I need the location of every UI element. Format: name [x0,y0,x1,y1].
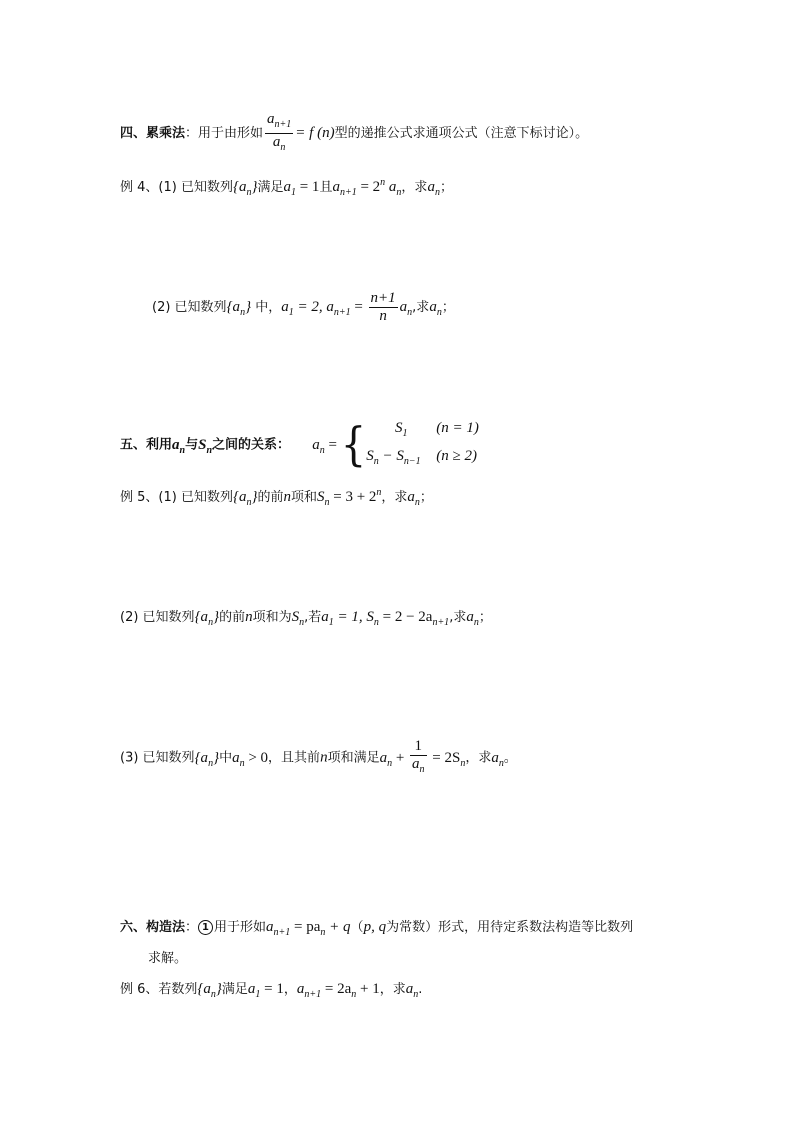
ex4-2-seq: $\{a_n\}$ [226,299,252,318]
ex6-ask: $a_n$ [405,981,419,1000]
ex5-3-seq: $\{a_n\}$ [194,749,220,769]
example4-part1 [120,173,453,203]
section6-line2 [148,949,187,969]
section5-an: $a_n$ [172,436,186,456]
section5-heading-c: 之间的关系： [212,437,291,453]
circled-number-icon: 1 [198,920,213,935]
ex6-t3: ，求 [379,982,406,997]
ex5-2-end: ； [478,610,492,625]
piecewise-lhs: $a_n$ = [312,436,341,456]
ex4-2-end: ； [441,300,455,315]
frac-num-sub: n+1 [274,119,292,130]
ex5-3-lhs: $a_n$ + [379,749,409,769]
ex5-3-t4: ，求 [465,750,492,766]
section5-heading-b: 与 [185,437,199,453]
ex6-seq: $\{a_n\}$ [197,981,222,1000]
ex5-2-cond: $a_1 = 1$, $S_n = 2 - 2a_{n+1}$ [321,609,450,628]
ex5-2-t3: ,若 [304,610,322,625]
ex5-1-n: n [283,489,291,505]
section6-t1: 用于形如 [214,920,267,935]
section6-expr: $a_{n+1} = pa_n + q$ [266,919,351,938]
ex6-prefix: 例 6、若数列 [120,982,198,997]
ex4-1-cond2: $a_{n+1} = 2^n$ $a_n$ [332,177,402,198]
example5-part3 [120,738,517,778]
piecewise-cases [366,417,479,473]
ex4-2-prefix: (2) 已知数列 [152,300,227,315]
ex4-2-cond: $a_1 = 2$, $a_{n+1}$ = [281,299,367,318]
ex5-1-eq: $S_n = 3 + 2^n$ [316,487,382,508]
ex5-3-t1: 中 [219,750,233,766]
ex4-1-t3: ，求 [401,180,428,195]
section4-colon: ： [185,126,199,141]
ex5-2-t4: ,求 [449,610,467,625]
ex5-3-ask: $a_n$ [491,749,504,769]
ex5-1-t2: 项和 [290,490,317,505]
section4-text-before: 用于由形如 [198,126,264,141]
section4-heading: 四、累乘法 [120,126,186,141]
section4-fraction [265,111,293,156]
ex5-1-t3: ，求 [381,490,408,505]
section6-heading: 六、构造法 [120,920,186,935]
section6-t3: 为常数）形式，用待定系数法构造等比数列 [386,920,634,935]
ex4-2-fraction: $\frac{n+1}{n}$ [370,290,396,324]
ex5-2-n: n [245,609,253,625]
section6-t2: （ [350,920,364,935]
ex4-1-t2: 且 [319,180,333,195]
ex4-2-t2: ,求 [412,300,430,315]
section4-rhs: = f (n) [295,125,335,141]
section4-heading-line [120,111,588,156]
frac-num: a [267,111,275,127]
ex5-3-fraction: $\frac{1}{a_n}$ [412,738,425,775]
ex6-t2: ， [283,982,297,997]
section5-sn: $S_n$ [198,436,212,456]
ex4-1-ask: $a_n$ [427,179,440,198]
ex4-1-seq: $\{a_n\}$ [232,179,258,198]
section6-heading-line [120,917,633,943]
ex5-3-end: 。 [503,750,517,766]
ex5-3-cond: $a_n > 0$ [232,749,269,769]
piecewise-case-2: $S_n - S_{n-1}$ (n ≥ 2) [366,448,477,467]
ex6-c1: $a_1 = 1$ [247,981,284,1000]
ex5-3-prefix: (3) 已知数列 [120,750,195,766]
left-brace-icon: { [340,418,367,472]
ex5-2-ask: $a_n$ [466,609,479,628]
piecewise-case-1: $S_1$ (n = 1) [394,420,479,439]
ex6-end: . [418,982,423,997]
ex4-2-ask: $a_n$ [429,299,442,318]
ex5-2-seq: $\{a_n\}$ [194,609,220,628]
ex5-2-t2: 项和为 [252,610,292,625]
ex5-3-t3: 项和满足 [327,750,380,766]
ex4-1-cond1: $a_1 = 1$ [283,179,320,198]
ex5-2-s: $S_n$ [291,609,305,628]
frac-den-sub: n [280,142,286,153]
ex5-1-t1: 的前 [257,490,284,505]
example6 [120,979,422,1005]
ex4-1-end: ； [439,180,453,195]
ex4-1-t1: 满足 [257,180,284,195]
section4-text-after: 型的递推公式求通项公式（注意下标讨论）。 [334,126,589,141]
section5-heading-line [120,417,479,473]
ex4-1-prefix: 例 4、(1) 已知数列 [120,180,233,195]
ex4-2-after-frac: $a_n$ [399,299,413,318]
ex6-c2: $a_{n+1} = 2a_n + 1$ [296,981,380,1000]
section6-colon: ： [185,920,199,935]
ex5-1-end: ； [419,490,433,505]
ex5-3-rhs: = $2S_n$ [428,749,466,769]
example5-part2 [120,607,492,633]
ex5-1-ask: $a_n$ [407,489,420,508]
ex5-2-t1: 的前 [219,610,246,625]
frac-den: a [272,134,281,150]
ex5-3-n: n [320,749,328,766]
ex5-2-prefix: (2) 已知数列 [120,610,195,625]
section6-pq: p, q [363,919,387,935]
ex4-2-t1: 中， [251,300,282,315]
example4-part2 [152,290,455,325]
ex5-3-t2: ，且其前 [268,750,321,766]
section5-heading-a: 五、利用 [120,437,173,453]
ex5-1-seq: $\{a_n\}$ [232,489,258,508]
ex6-t1: 满足 [221,982,248,997]
example5-part1 [120,483,433,513]
ex5-1-prefix: 例 5、(1) 已知数列 [120,490,233,505]
section6-line2-text: 求解。 [148,951,188,966]
